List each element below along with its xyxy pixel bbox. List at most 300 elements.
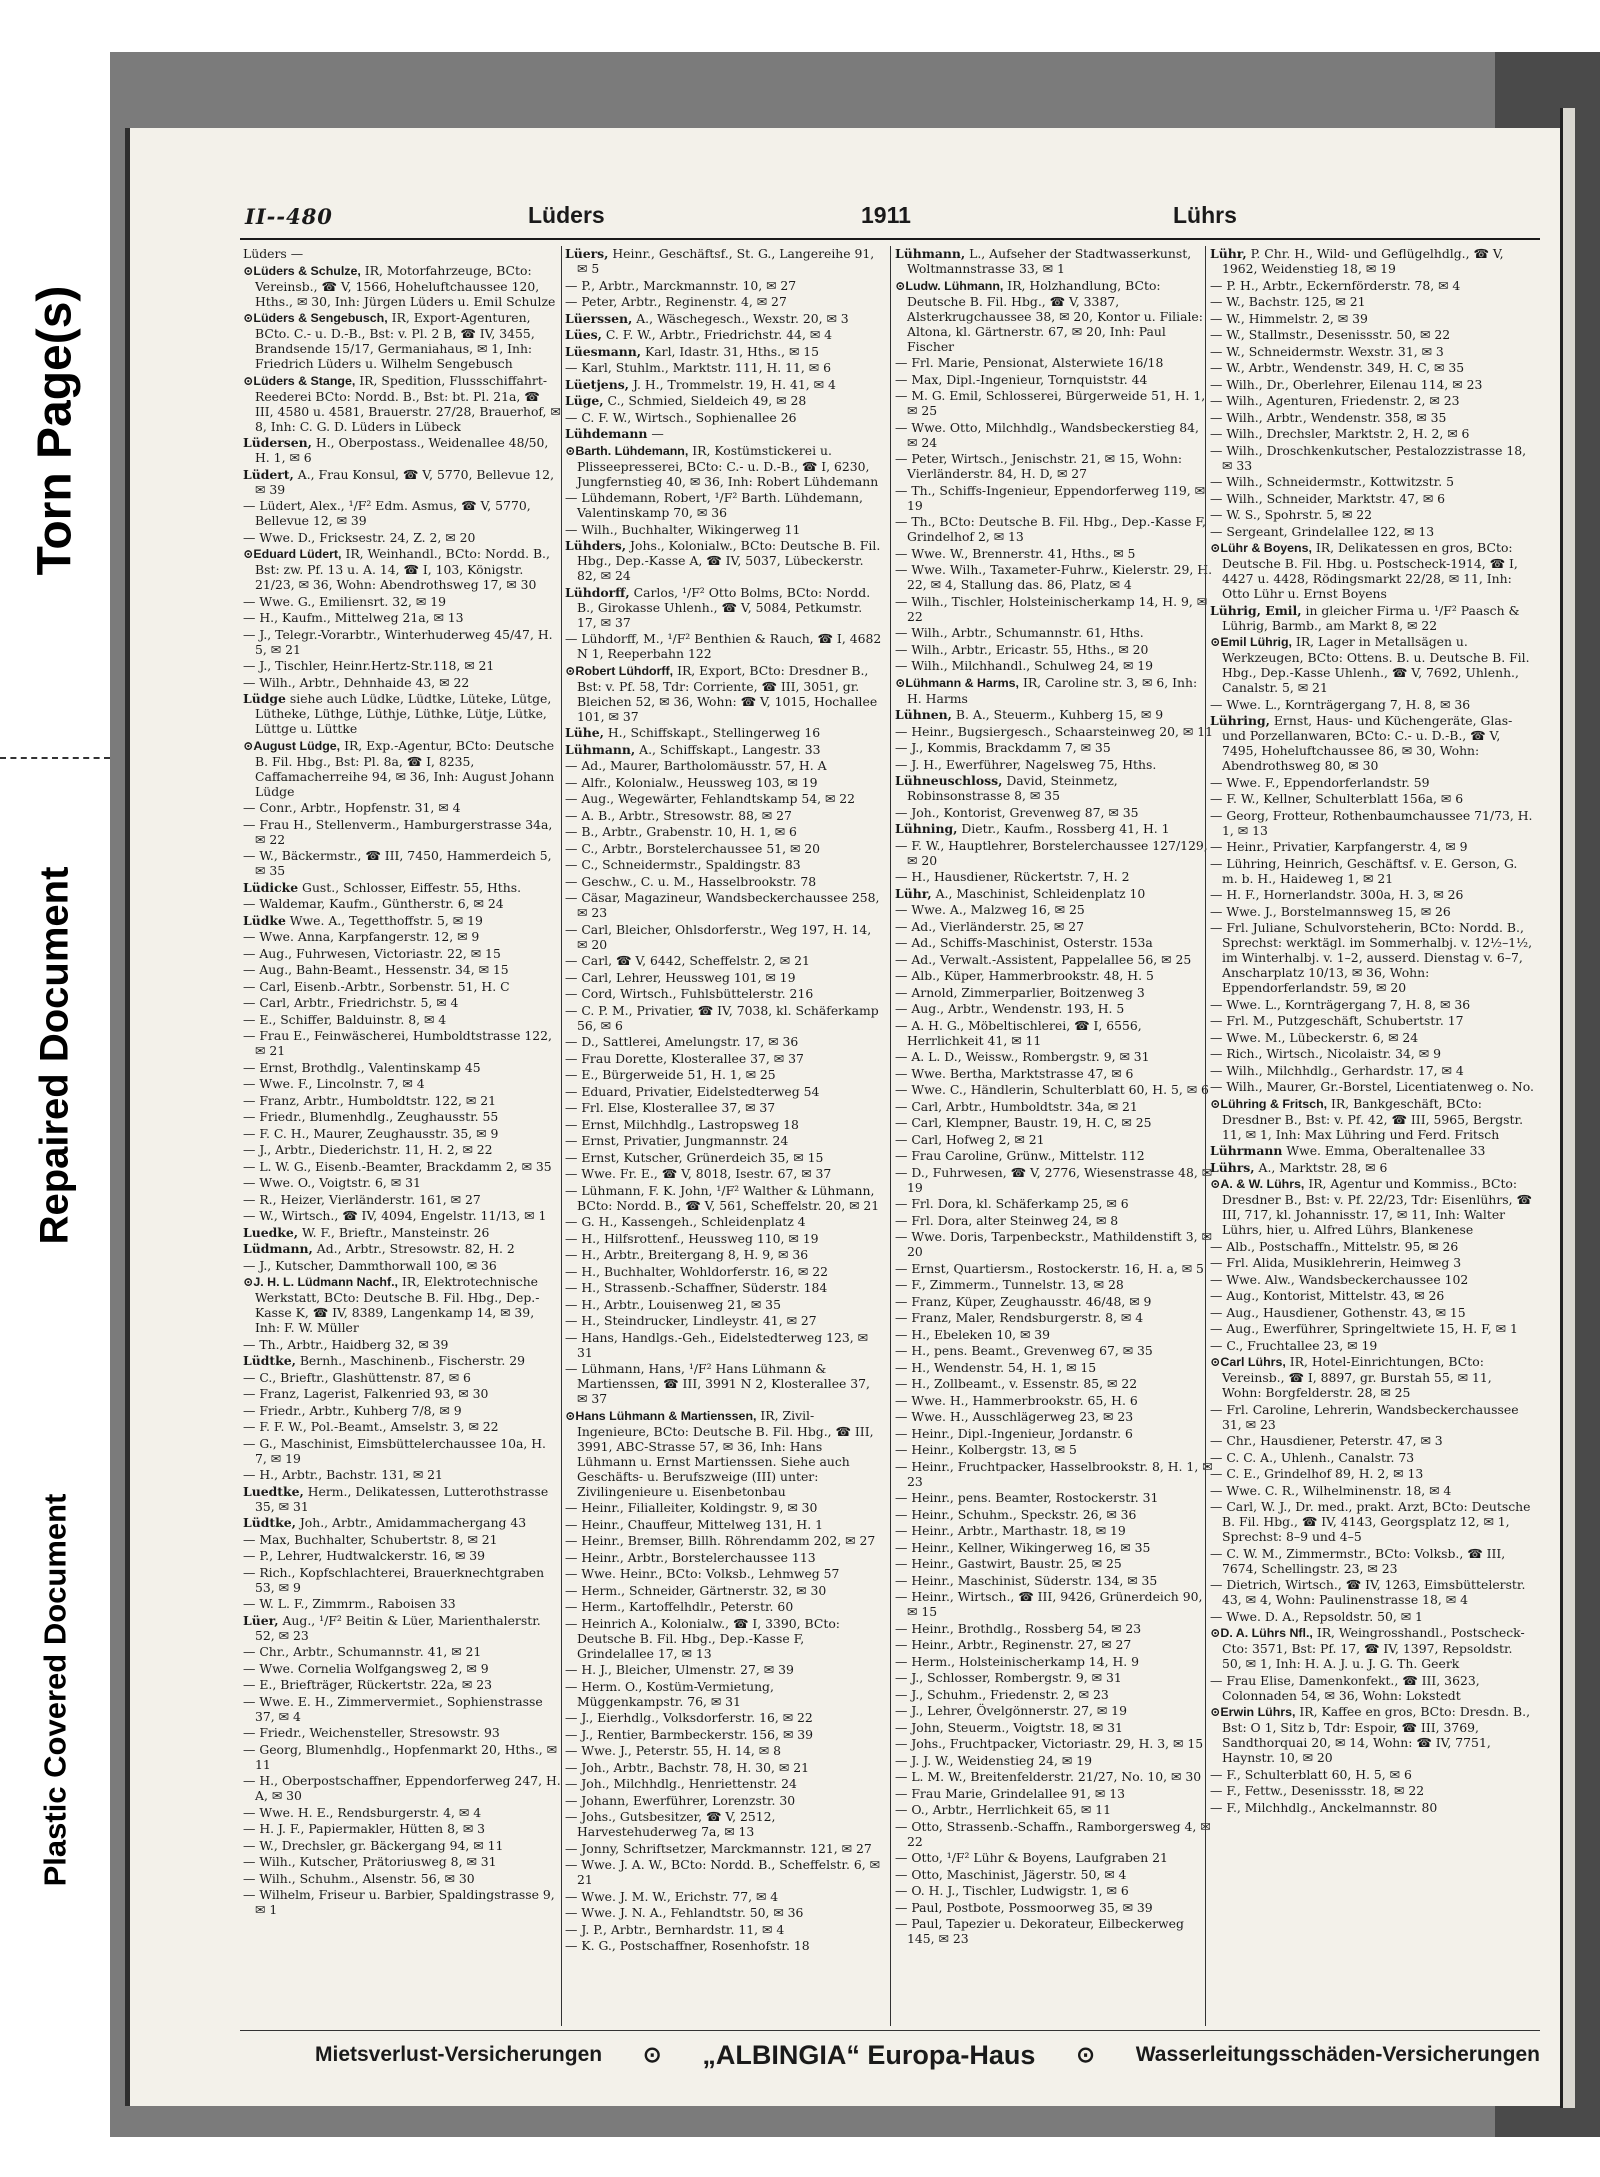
entry-text: — Arnold, Zimmerparlier, Boitzenweg 3 <box>895 984 1145 1000</box>
directory-entry <box>895 968 1213 983</box>
directory-entry <box>895 724 1213 739</box>
directory-entry <box>565 1313 883 1328</box>
directory-entry <box>565 538 883 583</box>
entry-name: Lühring, <box>1210 713 1270 728</box>
entry-text: — Wilh., Schneidermstr., Kottwitzstr. 5 <box>1210 474 1454 489</box>
entry-text: — C. W. M., Zimmermstr., BCto: Volksb., ☎ III, 7674, Schellingstr. 23, ✉ 23 <box>1210 1545 1506 1576</box>
entry-text: — Ad., Maurer, Bartholomäusstr. 57, H. A <box>565 758 827 773</box>
entry-name: Lüdersen, <box>243 435 312 450</box>
directory-entry <box>565 1133 883 1148</box>
entry-text: — Cäsar, Magazineur, Wandsbeckerchaussee 258, ✉ 23 <box>565 890 880 920</box>
entry-name: Lühnen, <box>895 707 952 722</box>
directory-entry <box>243 1515 561 1530</box>
directory-entry <box>243 1436 561 1466</box>
directory-entry <box>565 1857 883 1887</box>
entry-text: — Heinr., Arbtr., Borstelerchaussee 113 <box>565 1549 816 1565</box>
entry-text: — Carl, Arbtr., Friedrichstr. 5, ✉ 4 <box>243 995 459 1010</box>
footer-rule <box>240 2030 1540 2031</box>
directory-entry <box>1210 507 1535 522</box>
entry-name: Lüdke <box>243 912 286 928</box>
entry-text: — H., Wendenstr. 54, H. 1, ✉ 15 <box>895 1359 1097 1375</box>
entry-name: Lüders & Sengebusch, <box>253 311 388 325</box>
entry-text: — E., Schiffer, Balduinstr. 8, ✉ 4 <box>243 1011 447 1027</box>
entry-name: Lüdge <box>243 691 286 706</box>
directory-entry <box>1210 1402 1535 1432</box>
directory-entry <box>565 344 883 359</box>
entry-text: — Heinr., Arbtr., Marthastr. 18, ✉ 19 <box>895 1523 1126 1538</box>
entry-name: Hans Lühmann & Martienssen, <box>575 1408 757 1423</box>
entry-text: IR, Holzhandlung, BCto: Deutsche B. Fil. Hbg., ☎ V, 3387, Alsterkrugchaussee 38, ✉ 20, Kontor u. Filiale: Altona, kl. Gärtnerstr. 67, ✉ 20, Inh: Paul Fischer <box>907 277 1203 354</box>
directory-entry <box>895 1165 1213 1195</box>
directory-entry <box>1210 294 1535 309</box>
directory-entry <box>565 742 883 757</box>
directory-entry <box>565 1616 883 1661</box>
entry-text: IR, Caroline str. 3, ✉ 6, Inh: H. Harms <box>907 674 1198 706</box>
directory-entry <box>895 919 1213 934</box>
directory-entry <box>895 1523 1213 1538</box>
header-keyword-right: Lührs <box>1173 202 1237 228</box>
directory-entry <box>895 1099 1213 1114</box>
directory-entry <box>565 631 883 661</box>
entry-text: — Friedr., Weichensteller, Stresowstr. 93 <box>243 1725 500 1740</box>
entry-text: — Aug., Ewerführer, Springeltwiete 15, H. F, ✉ 1 <box>1210 1321 1518 1336</box>
directory-entry <box>1210 1096 1535 1142</box>
directory-entry <box>895 869 1213 884</box>
entry-name: Lüge, <box>565 393 604 408</box>
directory-entry <box>895 1540 1213 1555</box>
entry-name: Lühring & Fritsch, <box>1220 1096 1328 1111</box>
entry-text: — Wwe. Alw., Wandsbeckerchaussee 102 <box>1210 1271 1469 1287</box>
entry-text: — Heinr., Arbtr., Reginenstr. 27, ✉ 27 <box>895 1637 1132 1652</box>
entry-text: IR, Export-Agenturen, BCto. C.- u. D.-B., Bst: v. Pl. 2 B, ☎ IV, 3455, Brandsende 15/17, Germaniahaus, ✉ 1, Inh: Friedrich Lüders u. Wilhelm Sengebusch <box>255 310 535 371</box>
directory-entry <box>565 1330 883 1360</box>
entry-name: D. A. Lührs Nfl., <box>1220 1626 1313 1640</box>
directory-entry <box>565 1679 883 1709</box>
directory-entry <box>895 546 1213 561</box>
entry-text: — Wilh., Dr., Oberlehrer, Eilenau 114, ✉ 23 <box>1210 376 1483 392</box>
entry-name: Lüetjens, <box>565 376 629 392</box>
entry-text: — Chr., Arbtr., Schumannstr. 41, ✉ 21 <box>243 1644 482 1659</box>
torn-pages-label <box>0 195 110 665</box>
directory-entry <box>895 1720 1213 1735</box>
directory-entry <box>565 1214 883 1229</box>
directory-entry <box>243 1532 561 1547</box>
directory-entry <box>1210 393 1535 408</box>
entry-text: — H., Hausdiener, Rückertstr. 7, H. 2 <box>895 869 1130 884</box>
directory-entry <box>895 1277 1213 1292</box>
directory-entry <box>1210 791 1535 806</box>
entry-text: — Wilh., Arbtr., Schumannstr. 61, Hths. <box>895 625 1144 640</box>
entry-text: Aug., ¹/F² Beitin & Lüer, Marienthalerstr. 52, ✉ 23 <box>255 1612 541 1643</box>
directory-entry <box>1210 1255 1535 1270</box>
entry-text: — G., Maschinist, Eimsbüttelerchaussee 10a, H. 7, ✉ 19 <box>243 1435 546 1466</box>
entry-text: — Wilh., Drechsler, Marktstr. 2, H. 2, ✉ 6 <box>1210 426 1470 441</box>
directory-entry <box>243 246 561 261</box>
entry-text: — Joh., Arbtr., Bachstr. 78, H. 30, ✉ 21 <box>565 1759 809 1775</box>
entry-text: — Wwe. C., Händlerin, Schulterblatt 60, H. 5, ✉ 6 <box>895 1082 1209 1097</box>
entry-text: Bernh., Maschinenb., Fischerstr. 29 <box>295 1353 525 1368</box>
entry-text: — Otto, ¹/F² Lühr & Boyens, Laufgraben 21 <box>895 1850 1168 1865</box>
entry-text: — C. E., Grindelhof 89, H. 2, ✉ 13 <box>1210 1466 1424 1481</box>
entry-name: Lüders & Schulze, <box>253 263 361 278</box>
entry-text: — Heinr., Gastwirt, Baustr. 25, ✉ 25 <box>895 1556 1122 1571</box>
entry-text: — M. G. Emil, Schlosserei, Bürgerweide 51, H. 1, ✉ 25 <box>895 388 1206 418</box>
directory-entry <box>243 1060 561 1075</box>
directory-entry <box>1210 1466 1535 1481</box>
entry-text: — Heinr., Bremser, Billh. Röhrendamm 202, ✉ 27 <box>565 1533 876 1548</box>
directory-entry <box>895 1261 1213 1276</box>
directory-entry <box>243 1353 561 1368</box>
column-rule <box>890 246 891 2026</box>
directory-entry <box>895 1196 1213 1211</box>
entry-text: — Carl, Eisenb.-Arbtr., Sorbenstr. 51, H. C <box>243 978 510 994</box>
entry-text: — H., Ebeleken 10, ✉ 39 <box>895 1326 1051 1342</box>
entry-name: A. & W. Lührs, <box>1220 1177 1305 1191</box>
directory-entry <box>1210 920 1535 995</box>
directory-entry <box>1210 1499 1535 1544</box>
directory-entry <box>895 1703 1213 1718</box>
entry-text: — Wilh., Arbtr., Wendenstr. 358, ✉ 35 <box>1210 409 1447 425</box>
entry-text: — Wwe. L., Kornträgergang 7, H. 8, ✉ 36 <box>1210 696 1471 712</box>
directory-entry <box>1210 311 1535 326</box>
entry-text: — Frl. Else, Klosterallee 37, ✉ 37 <box>565 1100 776 1115</box>
entry-text: — D., Fuhrwesen, ☎ V, 2776, Wiesenstrasse 48, ✉ 19 <box>895 1164 1213 1195</box>
directory-entry <box>565 1361 883 1406</box>
directory-entry <box>243 1159 561 1174</box>
entry-text: — H., Zollbeamt., v. Essenstr. 85, ✉ 22 <box>895 1376 1138 1391</box>
directory-entry <box>1210 1625 1535 1671</box>
directory-entry <box>895 451 1213 481</box>
directory-entry <box>895 1132 1213 1147</box>
entry-text: Herm., Delikatessen, Lutterothstrasse 35, ✉ 31 <box>255 1483 549 1514</box>
entry-text: — Frl. Dora, alter Steinweg 24, ✉ 8 <box>895 1212 1119 1228</box>
directory-entry <box>565 1517 883 1532</box>
directory-entry <box>565 1264 883 1279</box>
entry-text: — Wwe. F., Lincolnstr. 7, ✉ 4 <box>243 1076 425 1091</box>
directory-entry <box>895 420 1213 450</box>
directory-entry <box>895 1001 1213 1016</box>
entry-text: — Conr., Arbtr., Hopfenstr. 31, ✉ 4 <box>243 800 461 815</box>
entry-text: — Dietrich, Wirtsch., ☎ IV, 1263, Eimsbüttelerstr. 43, ✉ 4, Wohn: Paulinenstrasse 18, ✉ 4 <box>1210 1577 1526 1607</box>
directory-entry <box>895 1687 1213 1702</box>
directory-entry <box>565 775 883 790</box>
directory-entry <box>1210 1577 1535 1607</box>
directory-entry <box>565 791 883 806</box>
entry-text: — Wilh., Droschkenkutscher, Pestalozzistrasse 18, ✉ 33 <box>1210 442 1527 473</box>
entry-text: P. Chr. H., Wild- und Geflügelhdlg., ☎ V, 1962, Weidenstieg 18, ✉ 19 <box>1222 246 1504 276</box>
directory-entry <box>243 995 561 1010</box>
entry-text: — F. F. W., Pol.-Beamt., Amselstr. 3, ✉ 22 <box>243 1419 499 1434</box>
entry-text: — Joh., Milchhdlg., Henriettenstr. 24 <box>565 1776 797 1791</box>
directory-entry <box>895 1589 1213 1619</box>
directory-entry <box>1210 344 1535 359</box>
directory-entry <box>895 821 1213 836</box>
directory-entry <box>1210 1338 1535 1353</box>
entry-text: IR, Kostümstickerei u. Plisseepresserei, BCto: C.- u. D.-B., ☎ I, 6230, Jungfernstieg 40, ✉ 36, Inh: Robert Lühdemann <box>577 442 879 489</box>
entry-text: — Otto, Maschinist, Jägerstr. 50, ✉ 4 <box>895 1866 1127 1882</box>
directory-entry <box>1210 1483 1535 1498</box>
entry-text: — F. W., Hauptlehrer, Borstelerchaussee 127/129, ✉ 20 <box>895 837 1208 868</box>
directory-entry <box>243 1565 561 1595</box>
directory-entry <box>895 1556 1213 1571</box>
entry-name: Erwin Lührs, <box>1220 1705 1296 1719</box>
entry-text: — Carl, ☎ V, 6442, Scheffelstr. 2, ✉ 21 <box>565 953 810 968</box>
entry-text: — O. H. J., Tischler, Ludwigstr. 1, ✉ 6 <box>895 1883 1129 1898</box>
directory-entry <box>1210 1305 1535 1320</box>
entry-text: — Frl. M., Putzgeschäft, Schubertstr. 17 <box>1210 1013 1464 1028</box>
entry-text: IR, Weinhandl., BCto: Nordd. B., Bst: zw. Pf. 13 u. A. 14, ☎ I, 103, Königstr. 21/23, ✉ 36, Wohn: Abendrothsweg 17, ✉ 30 <box>255 546 550 592</box>
entry-name: Lühr, <box>1210 246 1247 261</box>
directory-entry <box>243 848 561 878</box>
entry-text: — Wwe. Anna, Karpfangerstr. 12, ✉ 9 <box>243 929 480 944</box>
directory-entry <box>243 817 561 847</box>
directory-entry <box>565 841 883 856</box>
directory-entry <box>243 1548 561 1563</box>
directory-entry <box>895 1637 1213 1652</box>
entry-text: — Wwe. Heinr., BCto: Volksb., Lehmweg 57 <box>565 1566 840 1581</box>
entry-text: — Ad., Vierländerstr. 25, ✉ 27 <box>895 918 1084 934</box>
directory-entry <box>243 658 561 673</box>
entry-text: — Sergeant, Grindelallee 122, ✉ 13 <box>1210 523 1435 539</box>
directory-entry <box>243 1871 561 1886</box>
entry-text: — H., Arbtr., Bachstr. 131, ✉ 21 <box>243 1467 443 1482</box>
entry-text: — Wwe. O., Voigtstr. 6, ✉ 31 <box>243 1175 421 1190</box>
directory-entry <box>895 902 1213 917</box>
entry-text: — Wwe. D., Fricksestr. 24, Z. 2, ✉ 20 <box>243 529 476 545</box>
entry-name: Lühdorff, <box>565 584 630 600</box>
entry-text: — Wwe. Fr. E., ☎ V, 8018, Isestr. 67, ✉ 37 <box>565 1166 832 1181</box>
entry-text: — Alfr., Kolonialw., Heussweg 103, ✉ 19 <box>565 774 818 790</box>
directory-entry <box>1210 603 1535 633</box>
directory-entry <box>243 800 561 815</box>
entry-text: — Frau Caroline, Grünw., Mittelstr. 112 <box>895 1148 1145 1163</box>
directory-entry <box>565 1583 883 1598</box>
entry-text: — W. S., Spohrstr. 5, ✉ 22 <box>1210 507 1373 522</box>
entry-text: — Wwe. M., Lübeckerstr. 6, ✉ 24 <box>1210 1029 1419 1045</box>
entry-text: — O., Arbtr., Herrlichkeit 65, ✉ 11 <box>895 1802 1112 1817</box>
entry-name: Lühmann, <box>565 741 636 757</box>
entry-text: — Max, Buchhalter, Schubertstr. 8, ✉ 21 <box>243 1531 498 1547</box>
entry-text: — Wwe. F., Eppendorferlandstr. 59 <box>1210 774 1430 790</box>
entry-text: — F., Milchhdlg., Anckelmannstr. 80 <box>1210 1799 1438 1815</box>
entry-text: C., Schmied, Sieldeich 49, ✉ 28 <box>603 393 807 408</box>
entry-text: — Wilh., Milchhdlg., Gerhardstr. 17, ✉ 4 <box>1210 1062 1464 1078</box>
entry-text: — W., Himmelstr. 2, ✉ 39 <box>1210 310 1368 326</box>
entry-text: — Wwe. Cornelia Wolfgangsweg 2, ✉ 9 <box>243 1660 489 1676</box>
entry-name: Lühdemann <box>565 426 648 441</box>
directory-entry <box>243 1805 561 1820</box>
directory-entry <box>243 1208 561 1223</box>
directory-entry <box>565 1067 883 1082</box>
directory-entry <box>1210 904 1535 919</box>
directory-entry <box>565 953 883 968</box>
entry-text: — Heinr., Schuhm., Speckstr. 26, ✉ 36 <box>895 1506 1137 1522</box>
directory-entry <box>895 757 1213 772</box>
directory-entry <box>243 1742 561 1772</box>
entry-name: Lüer, <box>243 1612 279 1628</box>
directory-entry <box>243 1838 561 1853</box>
directory-entry <box>1210 377 1535 392</box>
entry-text: in gleicher Firma u. ¹/F² Paasch & Lührig, Barmb., am Markt 8, ✉ 22 <box>1222 602 1520 633</box>
directory-entry <box>243 962 561 977</box>
entry-name: Luedtke, <box>243 1483 304 1499</box>
directory-entry <box>243 1661 561 1676</box>
entry-text: A., Schiffskapt., Langestr. 33 <box>635 741 821 757</box>
directory-entry <box>243 1175 561 1190</box>
directory-entry <box>895 1426 1213 1441</box>
directory-entry <box>565 585 883 630</box>
directory-entry <box>1210 524 1535 539</box>
entry-text: A., Wäschegesch., Wexstr. 20, ✉ 3 <box>632 310 849 326</box>
entry-text: — Wwe. J. M. W., Erichstr. 77, ✉ 4 <box>565 1888 779 1904</box>
entry-text: — Alb., Postschaffn., Mittelstr. 95, ✉ 26 <box>1210 1238 1459 1254</box>
entry-text: — Wilh., Buchhalter, Wikingerweg 11 <box>565 521 801 537</box>
entry-name: Lüerssen, <box>565 310 633 326</box>
entry-text: — Rich., Kopfschlachterei, Brauerknechtgraben 53, ✉ 9 <box>243 1564 545 1595</box>
entry-text: — Heinr., Bugsiergesch., Schaarsteinweg 20, ✉ 11 <box>895 723 1213 739</box>
entry-text: — Wwe. J., Borstelmannsweg 15, ✉ 26 <box>1210 903 1451 919</box>
entry-text: — Wwe. Bertha, Marktstrasse 47, ✉ 6 <box>895 1065 1134 1081</box>
entry-name: Lühneuschloss, <box>895 773 1003 788</box>
directory-entry <box>895 1654 1213 1669</box>
entry-text: — H. J. F., Papiermakler, Hütten 8, ✉ 3 <box>243 1821 486 1836</box>
entry-text: — J., Schlosser, Rombergstr. 9, ✉ 31 <box>895 1670 1122 1685</box>
entry-text: — Lühmann, Hans, ¹/F² Hans Lühmann & Martienssen, ☎ III, 3991 N 2, Klosterallee 37, ✉ 37 <box>565 1361 871 1406</box>
directory-entry <box>895 1066 1213 1081</box>
entry-text: — C., Fruchtallee 23, ✉ 19 <box>1210 1337 1378 1353</box>
directory-entry <box>243 1274 561 1335</box>
entry-text: — Heinr., Filialleiter, Koldingstr. 9, ✉ 30 <box>565 1500 818 1515</box>
entry-text: — H., Buchhalter, Wohldorferstr. 16, ✉ 22 <box>565 1263 828 1279</box>
entry-text: — G. H., Kassengeh., Schleidenplatz 4 <box>565 1214 806 1229</box>
directory-entry <box>895 1442 1213 1457</box>
directory-entry <box>895 1736 1213 1751</box>
entry-text: — W. L. F., Zimmrm., Raboisen 33 <box>243 1596 456 1611</box>
entry-text: — Wwe. G., Emiliensrt. 32, ✉ 19 <box>243 593 447 609</box>
directory-entry <box>565 890 883 920</box>
directory-entry <box>1210 1433 1535 1448</box>
directory-entry <box>243 1386 561 1401</box>
directory-entry <box>565 1408 883 1499</box>
directory-entry <box>243 896 561 911</box>
entry-text: Wwe. Emma, Oberaltenallee 33 <box>1282 1143 1486 1158</box>
entry-text: IR, Kaffee en gros, BCto: Dresdn. B., Bst: O 1, Sitz b, Tdr: Espoir, ☎ III, 3769, Sandthorquai 20, ✉ 14, Wohn: ☎ IV, 7751, Haynstr. 10, ✉ 20 <box>1222 1704 1531 1765</box>
footer-right-text: Wasserleitungsschäden-Versicherungen <box>1135 2043 1540 2066</box>
directory-entry <box>895 1213 1213 1228</box>
directory-entry <box>1210 1046 1535 1061</box>
directory-entry <box>243 498 561 528</box>
entry-name: Lüdmann, <box>243 1241 313 1256</box>
directory-entry <box>565 490 883 520</box>
entry-text: — Heinr., Brothdlg., Rossberg 54, ✉ 23 <box>895 1620 1142 1636</box>
entry-text: — W., Arbtr., Wendenstr. 349, H. C, ✉ 35 <box>1210 360 1465 375</box>
entry-text: — Aug., Arbtr., Wendenstr. 193, H. 5 <box>895 1001 1125 1016</box>
directory-entry <box>243 880 561 895</box>
directory-entry <box>243 1012 561 1027</box>
entry-text: — J. P., Arbtr., Bernhardstr. 11, ✉ 4 <box>565 1921 785 1937</box>
directory-entry <box>565 1841 883 1856</box>
entry-text: — H. J., Bleicher, Ulmenstr. 27, ✉ 39 <box>565 1662 794 1677</box>
directory-entry <box>895 1310 1213 1325</box>
entry-text: — Wwe. J., Peterstr. 55, H. 14, ✉ 8 <box>565 1743 781 1758</box>
directory-entry <box>1210 1143 1535 1158</box>
entry-text: — E., Briefträger, Rückertstr. 22a, ✉ 23 <box>243 1677 492 1692</box>
directory-entry <box>895 1229 1213 1259</box>
directory-entry <box>1210 1272 1535 1287</box>
entry-name: Lüdert, <box>243 466 294 482</box>
directory-entry <box>565 986 883 1001</box>
directory-column-1 <box>243 246 561 2026</box>
entry-text: — Wilh., Tischler, Holsteinischerkamp 14, H. 9, ✉ 22 <box>895 593 1208 624</box>
entry-text: — Th., BCto: Deutsche B. Fil. Hbg., Dep.-Kasse F, Grindelhof 2, ✉ 13 <box>895 514 1206 544</box>
entry-text: — Wwe. Doris, Tarpenbeckstr., Mathildenstift 3, ✉ 20 <box>895 1229 1212 1259</box>
entry-text: Lüders — <box>243 246 304 261</box>
directory-entry <box>895 838 1213 868</box>
entry-text: — H., Arbtr., Louisenweg 21, ✉ 35 <box>565 1296 781 1312</box>
entry-text: — K. G., Postschaffner, Rosenhofstr. 18 <box>565 1938 810 1953</box>
directory-entry <box>1210 634 1535 695</box>
entry-text: — Georg, Blumenhdlg., Hopfenmarkt 20, Hths., ✉ 11 <box>243 1741 558 1772</box>
entry-text: IR, Elektrotechnische Werkstatt, BCto: Deutsche B. Fil. Hbg., Dep.-Kasse K, ☎ IV, 8389, Langenkamp 14, ✉ 39, Inh: F. W. Müller <box>255 1274 540 1335</box>
label-divider <box>0 757 110 759</box>
directory-entry <box>1210 1800 1535 1815</box>
directory-entry <box>895 1900 1213 1915</box>
directory-entry <box>895 1916 1213 1946</box>
header-keyword-left: Lüders <box>528 202 605 228</box>
entry-text: IR, Zivil-Ingenieure, BCto: Deutsche B. Fil. Hbg., ☎ III, 3991, ABC-Strasse 57, ✉ 36, Inh: Hans Lühmann u. Ernst Martienssen. Siehe auch Geschäfts- u. Berufszweige (III) unter: Zivilingenieure u. Eisenbetonbau <box>577 1407 874 1499</box>
directory-entry <box>1210 856 1535 886</box>
entry-text: — P. H., Arbtr., Eckernförderstr. 78, ✉ 4 <box>1210 277 1461 293</box>
entry-text: — Aug., Bahn-Beamt., Hessenstr. 34, ✉ 15 <box>243 962 509 977</box>
directory-entry <box>243 1887 561 1917</box>
repaired-document-text: Repaired Document <box>32 866 77 1244</box>
entry-text: — Th., Arbtr., Haidberg 32, ✉ 39 <box>243 1336 449 1352</box>
page-number: II--480 <box>245 204 333 229</box>
directory-entry <box>1210 1030 1535 1045</box>
entry-name: Lührs, <box>1210 1159 1255 1175</box>
entry-text: — Wilh., Arbtr., Ericastr. 55, Hths., ✉ 20 <box>895 641 1149 657</box>
directory-entry <box>565 1710 883 1725</box>
entry-text: — E., Bürgerweide 51, H. 1, ✉ 25 <box>565 1067 776 1082</box>
entry-text: — Wilh., Arbtr., Dehnhaide 43, ✉ 22 <box>243 674 470 690</box>
entry-text: — Aug., Hausdiener, Gothenstr. 43, ✉ 15 <box>1210 1304 1466 1320</box>
directory-entry <box>565 360 883 375</box>
entry-name: Lües, <box>565 327 602 342</box>
entry-text: — Ernst, Kutscher, Grünerdeich 35, ✉ 15 <box>565 1149 824 1165</box>
directory-entry <box>243 738 561 799</box>
directory-entry <box>895 1883 1213 1898</box>
directory-entry <box>243 1613 561 1643</box>
directory-entry <box>243 1337 561 1352</box>
directory-entry <box>1210 1767 1535 1782</box>
directory-entry <box>565 1599 883 1614</box>
entry-text: C. F. W., Arbtr., Friedrichstr. 44, ✉ 4 <box>601 327 833 342</box>
entry-name: Ludw. Lühmann, <box>905 278 1004 293</box>
directory-entry <box>243 1403 561 1418</box>
entry-text: — Paul, Tapezier u. Dekorateur, Eilbeckerweg 145, ✉ 23 <box>895 1916 1184 1946</box>
entry-text: — Wwe. A., Malzweg 16, ✉ 25 <box>895 902 1085 917</box>
directory-entry <box>243 263 561 309</box>
entry-text: — C., Brieftr., Glashüttenstr. 87, ✉ 6 <box>243 1369 471 1385</box>
directory-entry <box>1210 808 1535 838</box>
directory-entry <box>565 1938 883 1953</box>
entry-text: — J., Kommis, Brackdamm 7, ✉ 35 <box>895 740 1111 755</box>
directory-entry <box>243 1241 561 1256</box>
directory-entry <box>1210 1176 1535 1237</box>
directory-entry <box>895 246 1213 276</box>
entry-text: — Wilh., Kutscher, Prätoriusweg 8, ✉ 31 <box>243 1854 497 1869</box>
entry-text: — Heinr., Wirtsch., ☎ III, 9426, Grünerdeich 90, ✉ 15 <box>895 1589 1203 1619</box>
